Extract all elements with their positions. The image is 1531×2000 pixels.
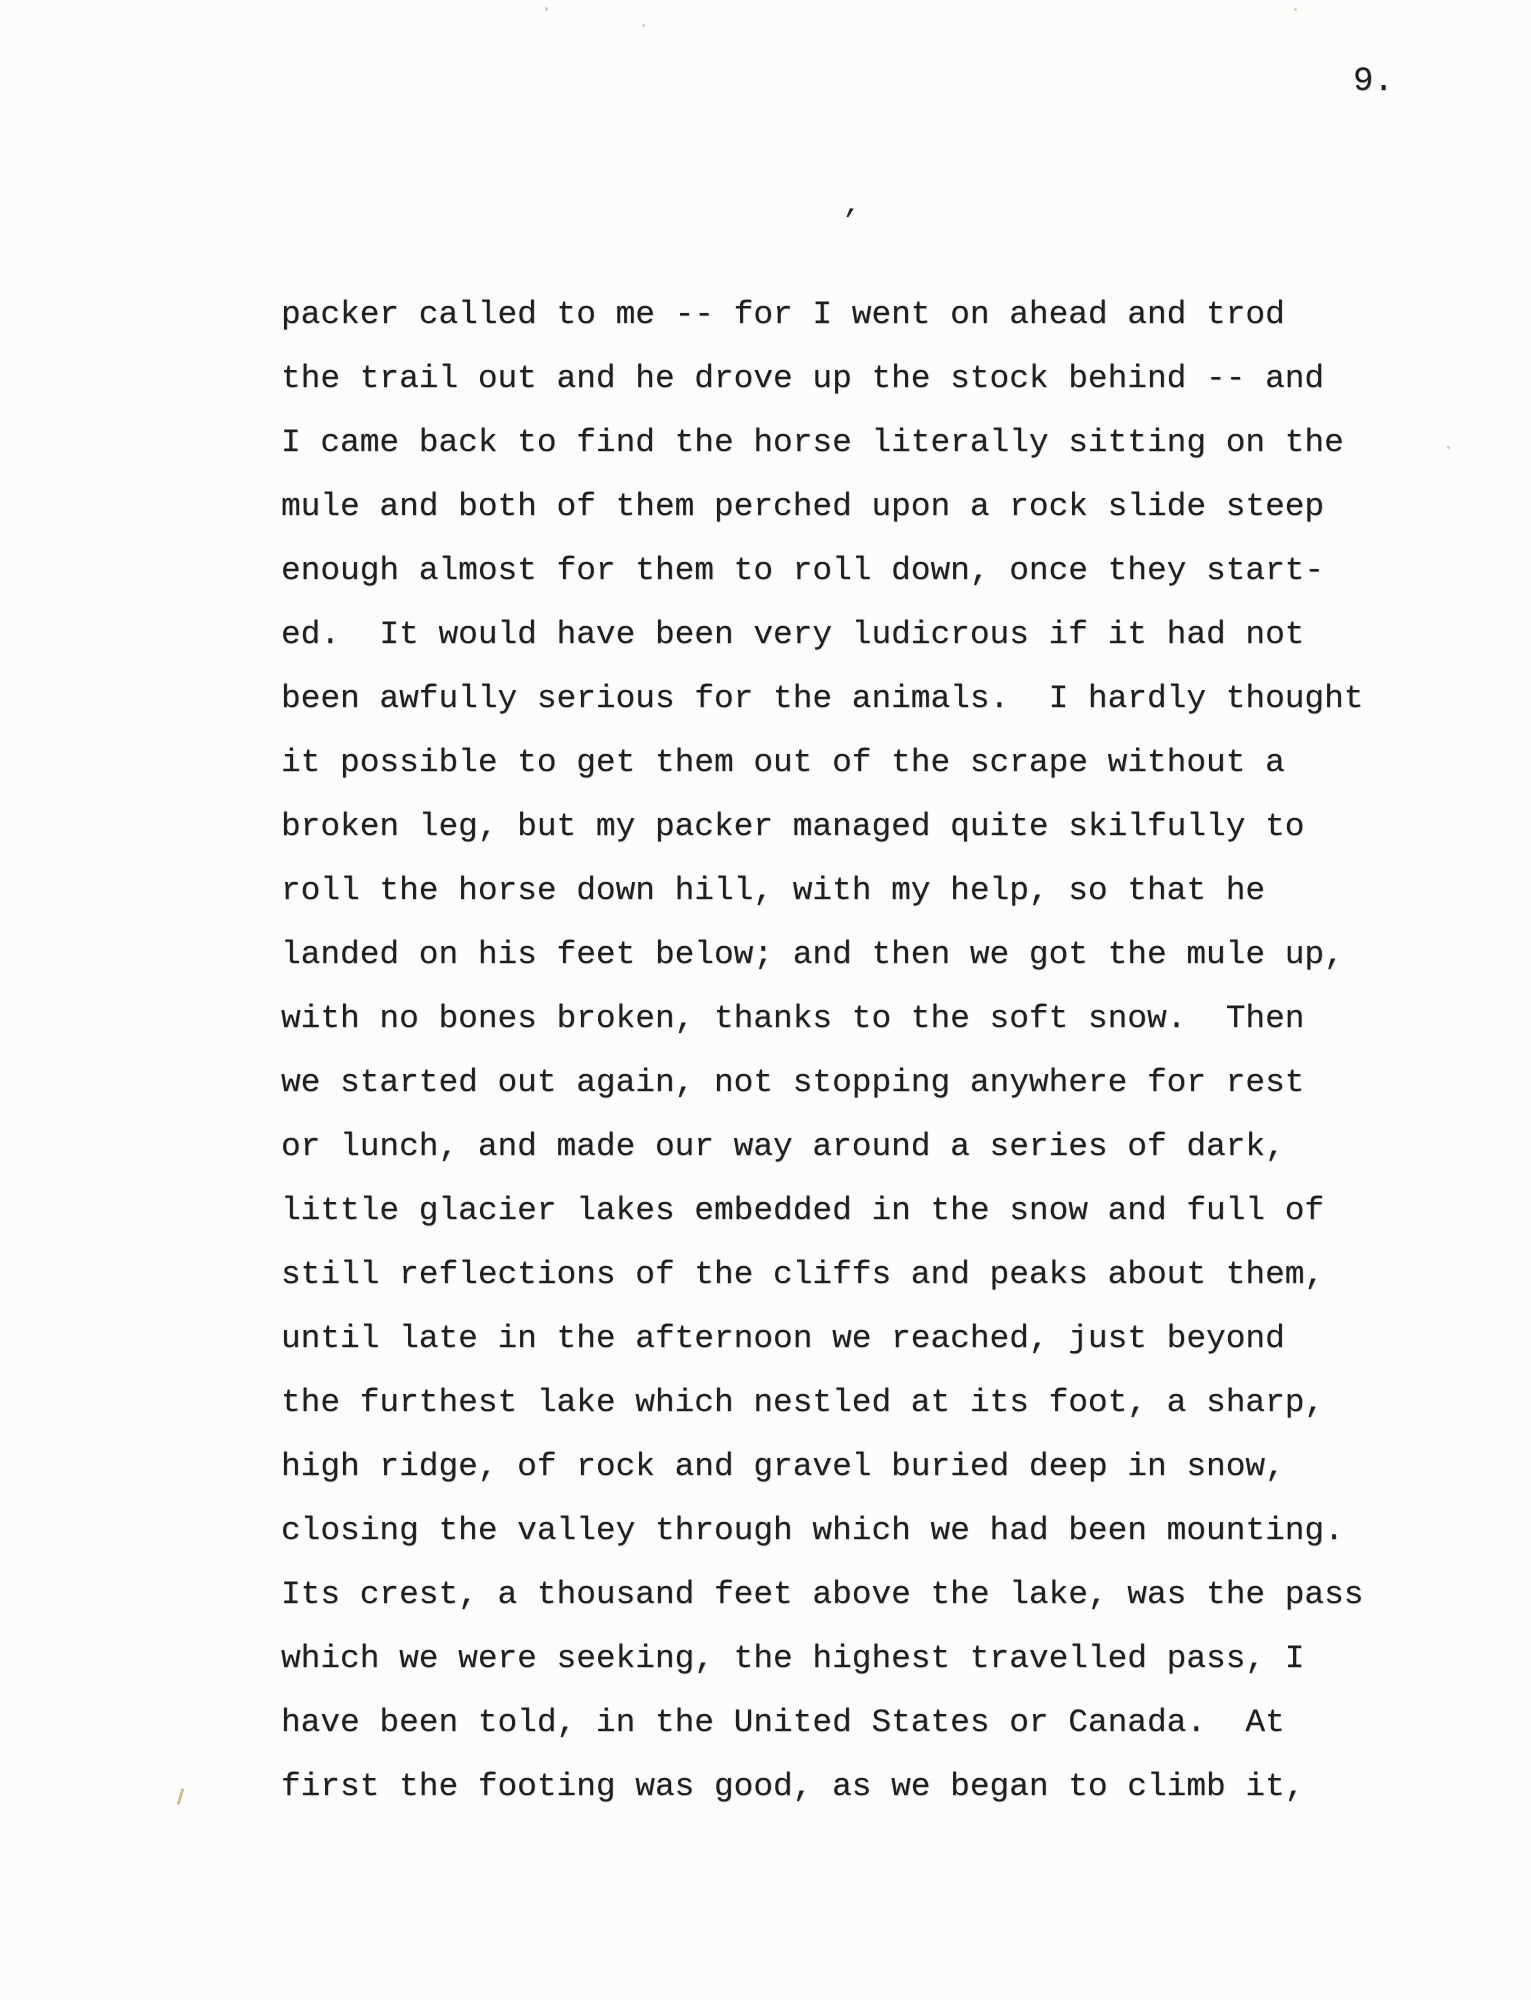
text-line: the trail out and he drove up the stock behind -- and [281, 360, 1325, 397]
text-line: enough almost for them to roll down, once they start- [281, 552, 1325, 589]
text-line: with no bones broken, thanks to the soft snow. Then [281, 1000, 1305, 1037]
text-line: high ridge, of rock and gravel buried deep in snow, [281, 1448, 1285, 1485]
text-line: until late in the afternoon we reached, just beyond [281, 1320, 1285, 1357]
text-line: mule and both of them perched upon a rock slide steep [281, 488, 1325, 525]
text-line: the furthest lake which nestled at its foot, a sharp, [281, 1384, 1325, 1421]
text-line: been awfully serious for the animals. I hardly thought [281, 680, 1364, 717]
text-line: little glacier lakes embedded in the snow and full of [281, 1192, 1325, 1229]
page-text [281, 283, 1363, 1819]
page-number: 9. [1353, 63, 1394, 101]
paper-speck [1294, 8, 1297, 11]
ink-smudge [177, 1788, 185, 1805]
text-line: I came back to find the horse literally sitting on the [281, 424, 1344, 461]
text-line: closing the valley through which we had been mounting. [281, 1512, 1344, 1549]
text-line: roll the horse down hill, with my help, so that he [281, 872, 1266, 909]
text-line: have been told, in the United States or Canada. At [281, 1704, 1285, 1741]
text-line: first the footing was good, as we began to climb it, [281, 1768, 1305, 1805]
text-line: or lunch, and made our way around a series of dark, [281, 1128, 1285, 1165]
text-line: landed on his feet below; and then we got the mule up, [281, 936, 1344, 973]
paper-speck [545, 7, 548, 11]
text-line: ed. It would have been very ludicrous if it had not [281, 616, 1305, 653]
text-line: broken leg, but my packer managed quite skilfully to [281, 808, 1305, 845]
stray-apostrophe-mark: ’ [838, 205, 860, 241]
text-line: Its crest, a thousand feet above the lake, was the pass [281, 1576, 1364, 1613]
text-line: which we were seeking, the highest travelled pass, I [281, 1640, 1305, 1677]
text-line: we started out again, not stopping anywhere for rest [281, 1064, 1305, 1101]
text-line: it possible to get them out of the scrape without a [281, 744, 1285, 781]
paper-speck [642, 24, 645, 27]
paper-speck [1447, 446, 1450, 449]
text-line: still reflections of the cliffs and peaks about them, [281, 1256, 1325, 1293]
text-line: packer called to me -- for I went on ahead and trod [281, 296, 1285, 333]
